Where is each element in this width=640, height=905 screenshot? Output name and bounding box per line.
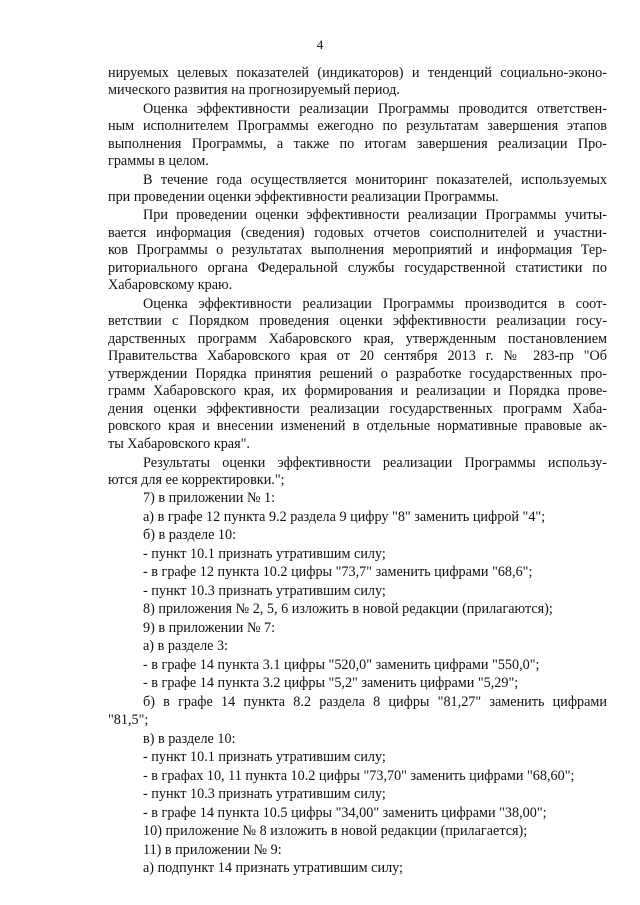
list-item: - пункт 10.3 признать утратившим силу; <box>143 786 386 802</box>
text-line: В течение года осуществляется мониторинг показателей, используемых <box>143 172 607 188</box>
text-line: ветствии с Порядком проведения оценки эффективности реализации госу- <box>108 313 607 329</box>
text-line: ровского края и внесении изменений в отдельные нормативные правовые ак- <box>108 418 607 434</box>
list-item: б) в разделе 10: <box>143 527 237 543</box>
text-line: граммы в целом. <box>108 153 209 169</box>
list-item: - в графах 10, 11 пункта 10.2 цифры "73,70" заменить цифрами "68,60"; <box>143 768 575 784</box>
list-item: - в графе 12 пункта 10.2 цифры "73,7" заменить цифрами "68,6"; <box>143 564 533 580</box>
list-item: 8) приложения № 2, 5, 6 изложить в новой редакции (прилагаются); <box>143 601 553 617</box>
text-line: мического развития на прогнозируемый период. <box>108 82 400 98</box>
text-line: нируемых целевых показателей (индикаторов) и тенденций социально-эконо- <box>108 65 607 81</box>
text-line: При проведении оценки эффективности реализации Программы учиты- <box>143 207 607 223</box>
list-item: - в графе 14 пункта 10.5 цифры "34,00" заменить цифрами "38,00"; <box>143 805 547 821</box>
list-item: - в графе 14 пункта 3.1 цифры "520,0" заменить цифрами "550,0"; <box>143 657 540 673</box>
text-line: выполнения Программы, а также по итогам завершения реализации Про- <box>108 136 607 152</box>
text-line: Хабаровскому краю. <box>108 277 233 293</box>
list-item: 10) приложение № 8 изложить в новой редакции (прилагается); <box>143 823 528 839</box>
text-line: Оценка эффективности реализации Программы производится в соот- <box>143 296 607 312</box>
list-item: в) в разделе 10: <box>143 731 236 747</box>
list-item: - пункт 10.1 признать утратившим силу; <box>143 749 386 765</box>
text-line: при проведении оценки эффективности реализации Программы. <box>108 189 499 205</box>
list-item: "81,5"; <box>108 712 149 728</box>
text-line: грамм Хабаровского края, их формирования и реализации и Порядка прове- <box>108 383 607 399</box>
list-item: 11) в приложении № 9: <box>143 842 282 858</box>
text-line: ются для ее корректировки."; <box>108 472 285 488</box>
text-line: Оценка эффективности реализации Программы проводится ответствен- <box>143 101 607 117</box>
text-line: ков Программы о результатах выполнения мероприятий и информация Тер- <box>108 242 607 258</box>
text-line: ты Хабаровского края". <box>108 436 250 452</box>
text-line: утверждении Порядка принятия решений о разработке государственных про- <box>108 366 607 382</box>
list-item: а) в графе 12 пункта 9.2 раздела 9 цифру "8" заменить цифрой "4"; <box>143 509 546 525</box>
text-line: Результаты оценки эффективности реализации Программы использу- <box>143 455 607 471</box>
list-item: б) в графе 14 пункта 8.2 раздела 8 цифры "81,27" заменить цифрами <box>143 694 607 710</box>
list-item: - пункт 10.1 признать утратившим силу; <box>143 546 386 562</box>
page-number: 4 <box>316 37 324 52</box>
text-line: дарственных программ Хабаровского края, утвержденным постановлением <box>108 331 607 347</box>
list-item: а) в разделе 3: <box>143 638 229 654</box>
list-item: - пункт 10.3 признать утратившим силу; <box>143 583 386 599</box>
list-item: 7) в приложении № 1: <box>143 490 276 506</box>
text-line: ным исполнителем Программы ежегодно по результатам завершения этапов <box>108 118 607 134</box>
text-line: дения оценки эффективности реализации государственных программ Хаба- <box>108 401 607 417</box>
list-item: а) подпункт 14 признать утратившим силу; <box>143 860 403 876</box>
text-line: риториального органа Федеральной службы государственной статистики по <box>108 260 607 276</box>
list-item: 9) в приложении № 7: <box>143 620 276 636</box>
list-item: - в графе 14 пункта 3.2 цифры "5,2" заменить цифрами "5,29"; <box>143 675 519 691</box>
text-line: вается информация (сведения) годовых отчетов соисполнителей и участни- <box>108 225 607 241</box>
text-line: Правительства Хабаровского края от 20 сентября 2013 г. № 283-пр "Об <box>108 348 607 364</box>
